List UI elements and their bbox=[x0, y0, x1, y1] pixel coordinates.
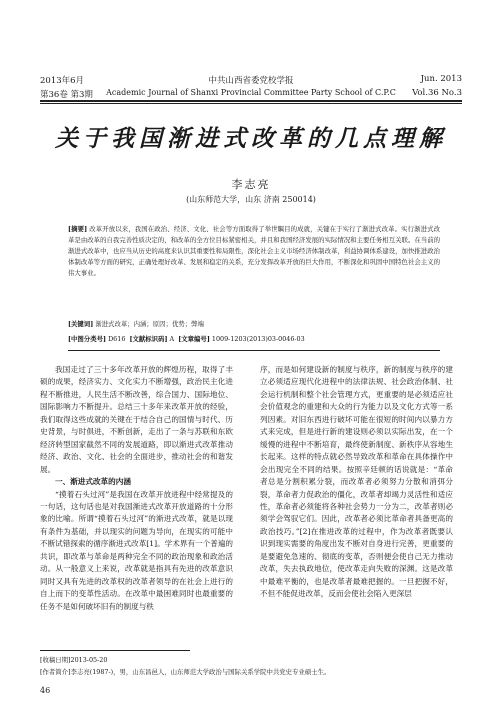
article-title: 关于我国渐进式改革的几点理解 bbox=[55, 125, 447, 152]
abstract-rule bbox=[68, 350, 440, 351]
abstract-label: [摘要] bbox=[68, 225, 88, 233]
doc-value: A bbox=[169, 335, 175, 343]
doc-label: [文献标识码] bbox=[129, 335, 168, 343]
article-value: 1009-1203(2013)03-0046-03 bbox=[211, 335, 305, 343]
clc-value: D616 bbox=[108, 335, 126, 343]
footnote-received: [收稿日期]2013-05-20 bbox=[40, 656, 108, 664]
header-journal-en: Academic Journal of Shanxi Provincial Committee Party School of C.P.C bbox=[106, 88, 396, 97]
footnote-rule bbox=[40, 650, 190, 651]
header-issue-cn: 第36卷 第3期 bbox=[40, 90, 93, 100]
header-date-cn: 2013年6月 bbox=[40, 76, 85, 86]
page-number: 46 bbox=[40, 686, 51, 695]
header-rule-thick bbox=[40, 100, 462, 102]
body-paragraph: 我国走过了三十多年改革开放的辉煌历程，取得了丰硕的成果，经济实力、文化实力不断增强，政治民主化进程不断推进，人民生活不断改善，综合国力、国际地位、国际影响力不断提升。总结三十多年来改革开放的经验，我们取得这些成就的关键在于结合自己的国情与时代、历史背景，与时俱进，不断创新，走出了一条与苏联和东欧经济转型国家截然不同的发展道路，即以渐进式改革推动经济、政治、文化、社会的全面进步，推动社会的和谐发展。 bbox=[40, 365, 233, 474]
section-heading: 一、渐进式改革的内涵 bbox=[55, 477, 131, 487]
author-affiliation: (山东师范大学，山东 济南 250014) bbox=[186, 195, 316, 204]
right-column bbox=[260, 364, 453, 601]
article-author: 李志亮 bbox=[231, 178, 271, 191]
clc-label: [中图分类号] bbox=[68, 335, 107, 343]
header-rule-thin bbox=[40, 103, 462, 104]
abstract bbox=[68, 224, 440, 279]
header-issue-en: Vol.36 No.3 bbox=[412, 88, 462, 98]
header-journal-cn: 中共山西省委党校学报 bbox=[208, 76, 294, 86]
header-date-en: Jun. 2013 bbox=[420, 74, 462, 84]
article-label: [文章编号] bbox=[178, 335, 210, 343]
footnote-author-info: [作者简介]李志亮(1987-)，男，山东昌邑人，山东师范大学政治与国际关系学院中共党史专业硕士生。 bbox=[40, 668, 331, 676]
classification bbox=[68, 334, 440, 343]
keywords bbox=[68, 319, 440, 328]
left-column bbox=[40, 364, 233, 613]
keywords-label: [关键词] bbox=[68, 320, 94, 328]
abstract-text: 改革开放以来，我国在政治、经济、文化、社会等方面取得了举世瞩目的成就，关键在于实行了渐进式改革。实行渐进式改革是由改革的自我完善性质决定的，和改革的全方位目标紧密相关，并且和我国经济发展的实际情况和主要任务相互关联。在当前的渐进式改革中，也应当从历史的高度来认识其重要性和局限性，深化社会主义市场经济体制改革，利益协调体系建设，加快推进政治体制改革等方面的研究，正确处理好改革、发展和稳定的关系，充分发挥改革开放的巨大作用，不断深化和巩固中国特色社会主义的伟大事业。 bbox=[68, 225, 440, 277]
body-paragraph: “摸着石头过河”是我国在改革开放进程中经常提及的一句话，这句话也是对我国渐进式改革开放道路的十分形象的比喻。所谓“摸着石头过河”的渐进式改革，就是以现有条件为基础，并以现实的问题为导向，在现实的可能中不断试错探索的循序渐进式改革[1]。学术界有一个普遍的共识，即改革与革命是两种完全不同的政治现象和政治活动。从一般意义上来说，改革就是指具有先进的改革意识同时又具有先进的改革权的改革者领导的在社会上进行的自上而下的变革性活动。在改革中最困难同时也最重要的任务不是如何破坏旧有的制度与秩 bbox=[40, 489, 234, 611]
keywords-text: 渐进式改革；内涵；原因；优势；弊端 bbox=[95, 320, 204, 328]
body-paragraph: 序，而是如何建设新的制度与秩序，新的制度与秩序的建立必须适应现代化进程中的法律法规、社会政治体制、社会运行机制和整个社会管理方式，更重要的是必须适应社会价值观念的重建和大众的行为能力以及文化方式等一系列因素。对旧东西进行破坏可能在很短的时间内以暴力方式来完成，但是进行新的建设则必须以实际出发，在一个缓慢的进程中不断培育，最终使新制度、新秩序从容地生长起来。这样的特点就必然导致改革和革命在具体操作中会出现完全不同的结果。按照辛廷顿的话说就是：“革命者总是分割积累分裂，而改革者必须努力分散和消弭分裂，革命者力促政治的僵化，改革者却竭力灵活性和适应性，革命者必须能将各种社会势力一分为二，改革者则必须学会驾驭它们。因此，改革者必须比革命者具备更高的政治技巧。”[2]在推进改革的过程中，作为改革者既要认识到现实需要的角度出发不断对自身进行完善，更重要的是要避免急速的、彻底的变革，否则便会使自己无力推动改革，失去执政地位，使改革走向失败的深渊。这是改革中最难平衡的，也是改革者最难把握的。一旦把握不好，不但不能促进改革，反而会使社会陷入更深层 bbox=[260, 365, 453, 599]
